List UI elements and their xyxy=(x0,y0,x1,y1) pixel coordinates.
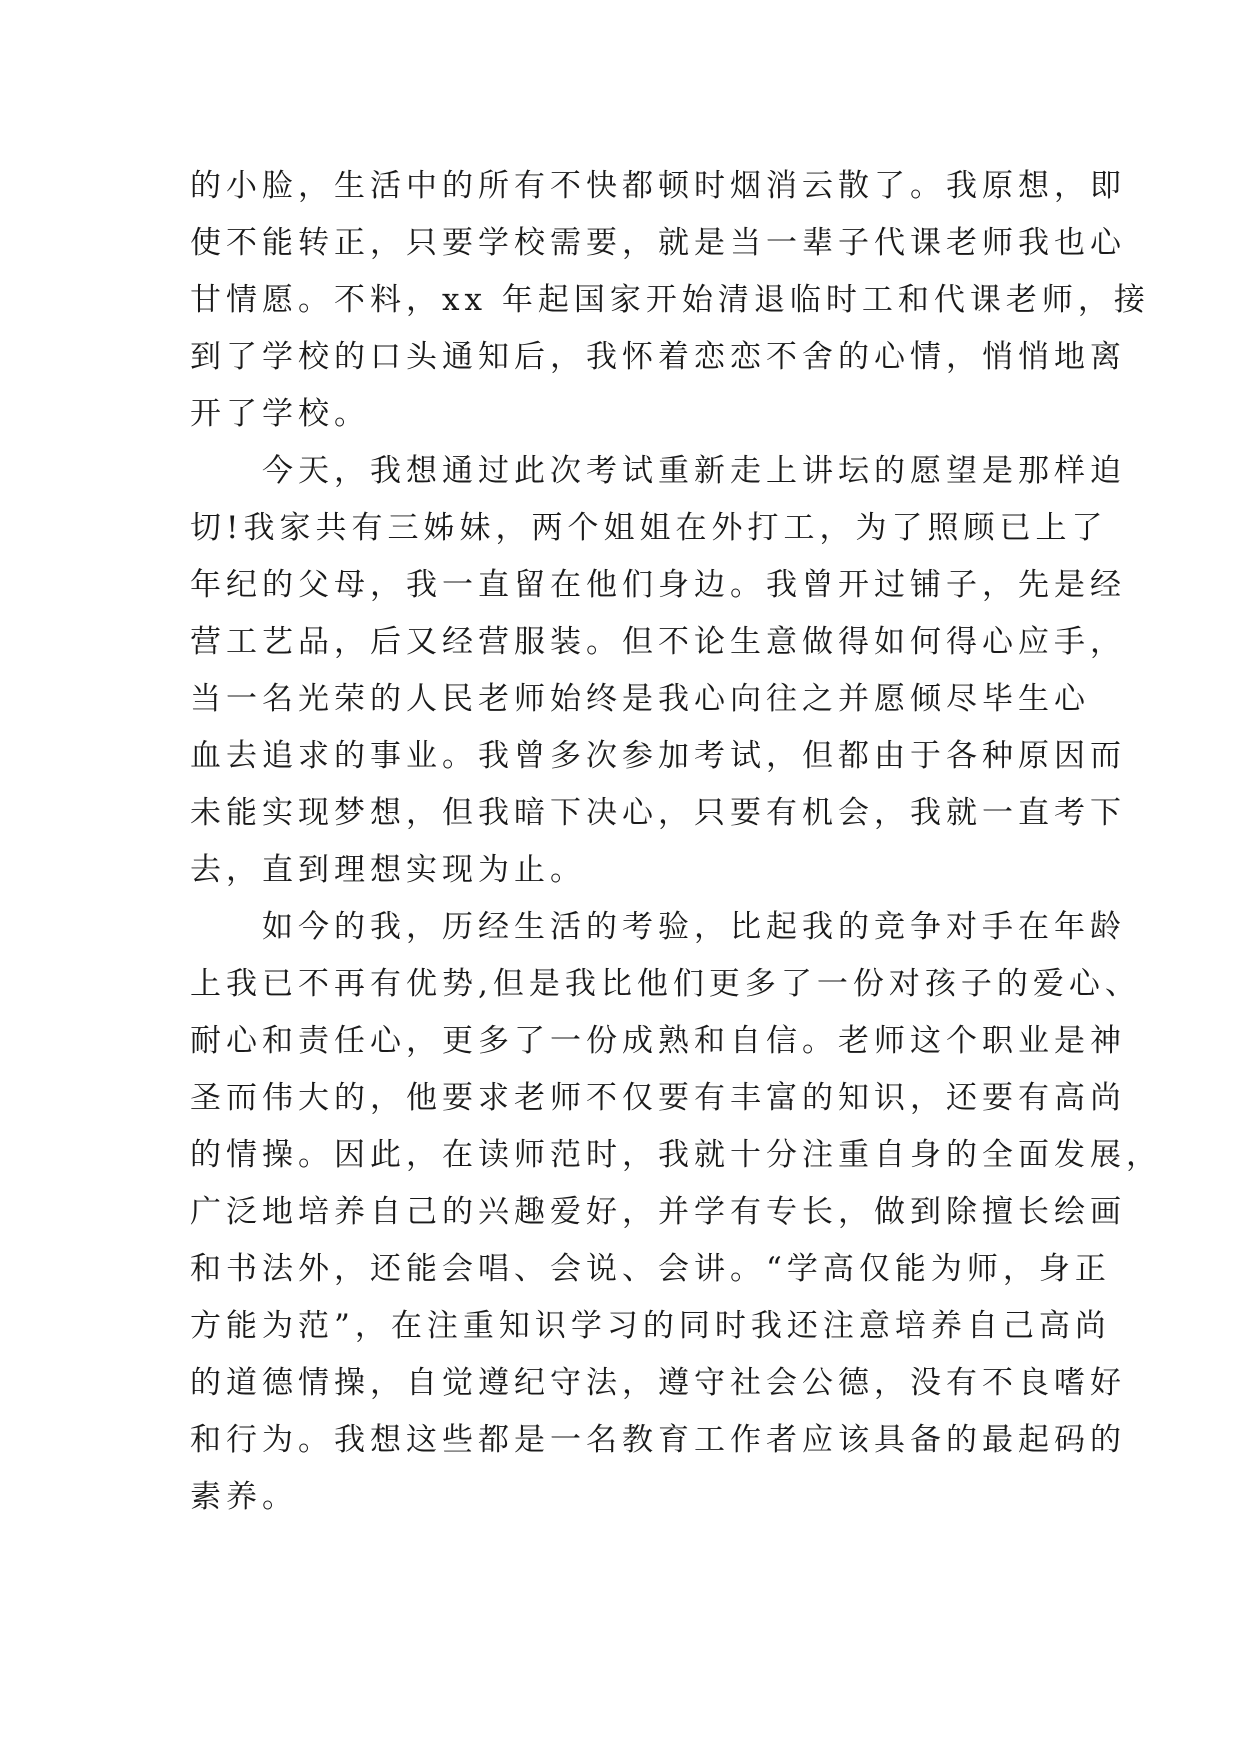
text-line: 今天，我想通过此次考试重新走上讲坛的愿望是那样迫 xyxy=(190,453,1126,489)
text-line: 甘情愿。不料，xx 年起国家开始清退临时工和代课老师，接 xyxy=(190,282,1150,318)
text-line: 年纪的父母，我一直留在他们身边。我曾开过铺子，先是经 xyxy=(190,567,1126,603)
text-line: 上我已不再有优势,但是我比他们更多了一份对孩子的爱心、 xyxy=(190,966,1141,1002)
text-line: 营工艺品，后又经营服装。但不论生意做得如何得心应手， xyxy=(190,624,1126,660)
text-line: 未能实现梦想，但我暗下决心，只要有机会，我就一直考下 xyxy=(190,795,1126,831)
text-line: 当一名光荣的人民老师始终是我心向往之并愿倾尽毕生心 xyxy=(190,681,1090,717)
text-line: 广泛地培养自己的兴趣爱好，并学有专长，做到除擅长绘画 xyxy=(190,1194,1126,1230)
text-line: 使不能转正，只要学校需要，就是当一辈子代课老师我也心 xyxy=(190,225,1126,261)
text-line: 切!我家共有三姊妹，两个姐姐在外打工，为了照顾已上了 xyxy=(190,510,1108,546)
text-line: 的情操。因此，在读师范时，我就十分注重自身的全面发展， xyxy=(190,1137,1162,1173)
text-line: 到了学校的口头通知后，我怀着恋恋不舍的心情，悄悄地离 xyxy=(190,339,1126,375)
text-line: 圣而伟大的，他要求老师不仅要有丰富的知识，还要有高尚 xyxy=(190,1080,1126,1116)
body-text xyxy=(190,158,1162,1526)
text-line: 和书法外，还能会唱、会说、会讲。“学高仅能为师，身正 xyxy=(190,1251,1111,1287)
text-line: 血去追求的事业。我曾多次参加考试，但都由于各种原因而 xyxy=(190,738,1126,774)
text-line: 素养。 xyxy=(190,1479,298,1515)
text-line: 如今的我，历经生活的考验，比起我的竞争对手在年龄 xyxy=(190,909,1126,945)
text-line: 开了学校。 xyxy=(190,396,370,432)
text-line: 和行为。我想这些都是一名教育工作者应该具备的最起码的 xyxy=(190,1422,1126,1458)
text-line: 方能为范”，在注重知识学习的同时我还注意培养自己高尚 xyxy=(190,1308,1111,1344)
text-line: 去，直到理想实现为止。 xyxy=(190,852,586,888)
text-line: 的小脸，生活中的所有不快都顿时烟消云散了。我原想，即 xyxy=(190,168,1126,204)
text-line: 的道德情操，自觉遵纪守法，遵守社会公德，没有不良嗜好 xyxy=(190,1365,1126,1401)
text-line: 耐心和责任心，更多了一份成熟和自信。老师这个职业是神 xyxy=(190,1023,1126,1059)
